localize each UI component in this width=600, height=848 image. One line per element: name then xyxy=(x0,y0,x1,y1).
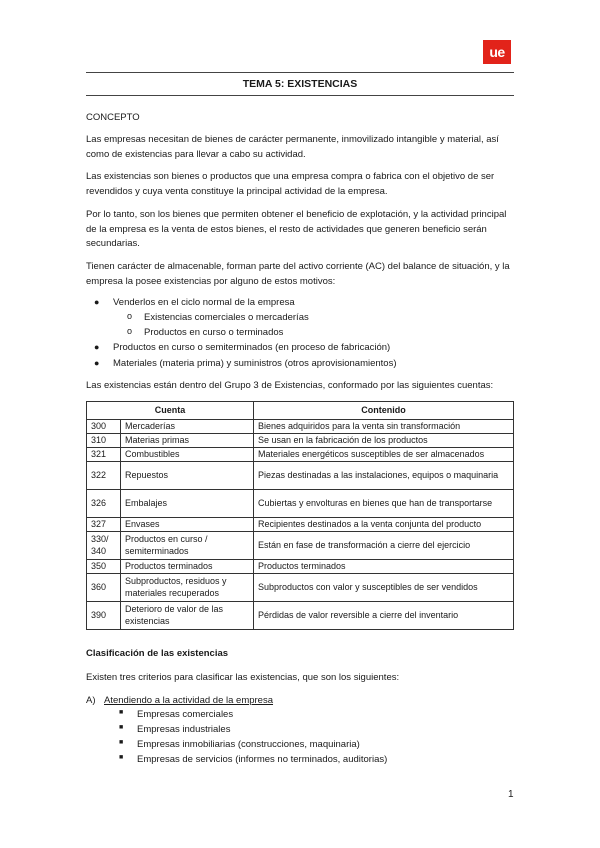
cell-content: Subproductos con valor y susceptibles de ser vendidos xyxy=(254,574,514,602)
square-bullet-icon: ■ xyxy=(119,754,124,761)
cell-name: Materias primas xyxy=(121,434,254,448)
list-item: Venderlos en el ciclo normal de la empresa xyxy=(113,297,295,308)
title-bottom-rule xyxy=(86,95,514,96)
cuentas-table xyxy=(86,401,514,630)
cell-code: 390 xyxy=(87,602,121,630)
cell-code: 321 xyxy=(87,448,121,462)
square-bullet-icon: ■ xyxy=(119,739,124,746)
paragraph-2: Las existencias son bienes o productos que una empresa compra o fabrica con el objetivo de ser revendidos y cuya venta constituye la principal actividad de la empresa. xyxy=(86,171,495,197)
table-row xyxy=(87,434,514,448)
cell-content: Se usan en la fabricación de los productos xyxy=(254,434,514,448)
clasificacion-intro: Existen tres criterios para clasificar las existencias, que son los siguientes: xyxy=(86,672,400,683)
bullet-icon: ● xyxy=(94,297,100,307)
paragraph-4: Tienen carácter de almacenable, forman parte del activo corriente (AC) del balance de situación, y la empresa la posee existencias por alguno de estos motivos: xyxy=(86,261,510,287)
cell-name: Combustibles xyxy=(121,448,254,462)
cell-content: Están en fase de transformación a cierre del ejercicio xyxy=(254,532,514,560)
cell-code: 322 xyxy=(87,462,121,490)
page-number: 1 xyxy=(508,789,514,800)
circle-bullet-icon: o xyxy=(127,311,133,321)
cell-content: Pérdidas de valor reversible a cierre del inventario xyxy=(254,602,514,630)
cell-name: Repuestos xyxy=(121,462,254,490)
circle-bullet-icon: o xyxy=(127,326,133,336)
table-row xyxy=(87,532,514,560)
list-item: Empresas industriales xyxy=(137,724,231,735)
cell-code: 326 xyxy=(87,490,121,518)
table-header-row xyxy=(87,402,514,420)
table-row xyxy=(87,448,514,462)
table-row xyxy=(87,560,514,574)
section-concepto: CONCEPTO xyxy=(86,112,140,123)
cell-name: Mercaderías xyxy=(121,420,254,434)
cell-name: Productos en curso / semiterminados xyxy=(121,532,254,560)
square-bullet-icon: ■ xyxy=(119,724,124,731)
cell-name: Envases xyxy=(121,518,254,532)
table-row xyxy=(87,574,514,602)
cell-code: 310 xyxy=(87,434,121,448)
university-logo: ue xyxy=(483,40,511,64)
cell-name: Deterioro de valor de las existencias xyxy=(121,602,254,630)
cell-content: Materiales energéticos susceptibles de ser almacenados xyxy=(254,448,514,462)
cell-code: 350 xyxy=(87,560,121,574)
cell-name: Productos terminados xyxy=(121,560,254,574)
paragraph-1: Las empresas necesitan de bienes de carácter permanente, inmovilizado intangible y material, así como de existencias para llevar a cabo su actividad. xyxy=(86,134,499,160)
table-row xyxy=(87,518,514,532)
criterio-a-label: A) xyxy=(86,695,96,706)
list-item: Productos en curso o terminados xyxy=(144,327,284,338)
cell-code: 330/ 340 xyxy=(87,532,121,560)
list-item: Productos en curso o semiterminados (en proceso de fabricación) xyxy=(113,342,391,353)
table-intro: Las existencias están dentro del Grupo 3 de Existencias, conformado por las siguientes cuentas: xyxy=(86,380,494,391)
table-row xyxy=(87,602,514,630)
page-title: TEMA 5: EXISTENCIAS xyxy=(242,78,358,90)
cell-code: 300 xyxy=(87,420,121,434)
bullet-icon: ● xyxy=(94,358,100,368)
square-bullet-icon: ■ xyxy=(119,709,124,716)
title-top-rule xyxy=(86,72,514,73)
cell-content: Piezas destinadas a las instalaciones, equipos o maquinaria xyxy=(254,462,514,490)
list-item: Empresas comerciales xyxy=(137,709,234,720)
cell-content: Productos terminados xyxy=(254,560,514,574)
list-item: Existencias comerciales o mercaderías xyxy=(144,312,309,323)
paragraph-3: Por lo tanto, son los bienes que permiten obtener el beneficio de explotación, y la actividad principal de la empresa es la venta de estos bienes, el resto de actividades que generen beneficio serán secundarias. xyxy=(86,209,507,249)
cell-content: Bienes adquiridos para la venta sin transformación xyxy=(254,420,514,434)
header-contenido: Contenido xyxy=(254,402,514,420)
cell-content: Cubiertas y envolturas en bienes que han de transportarse xyxy=(254,490,514,518)
list-item: Materiales (materia prima) y suministros (otros aprovisionamientos) xyxy=(113,358,397,369)
table-row xyxy=(87,462,514,490)
list-item: Empresas de servicios (informes no terminados, auditorias) xyxy=(137,754,388,765)
cell-code: 327 xyxy=(87,518,121,532)
table-row xyxy=(87,420,514,434)
cell-name: Subproductos, residuos y materiales recuperados xyxy=(121,574,254,602)
table-row xyxy=(87,490,514,518)
clasificacion-heading: Clasificación de las existencias xyxy=(86,648,229,659)
criterio-a-title: Atendiendo a la actividad de la empresa xyxy=(104,695,274,706)
cell-name: Embalajes xyxy=(121,490,254,518)
header-cuenta: Cuenta xyxy=(87,402,254,420)
list-item: Empresas inmobiliarias (construcciones, maquinaria) xyxy=(137,739,360,750)
bullet-icon: ● xyxy=(94,342,100,352)
cell-content: Recipientes destinados a la venta conjunta del producto xyxy=(254,518,514,532)
cell-code: 360 xyxy=(87,574,121,602)
